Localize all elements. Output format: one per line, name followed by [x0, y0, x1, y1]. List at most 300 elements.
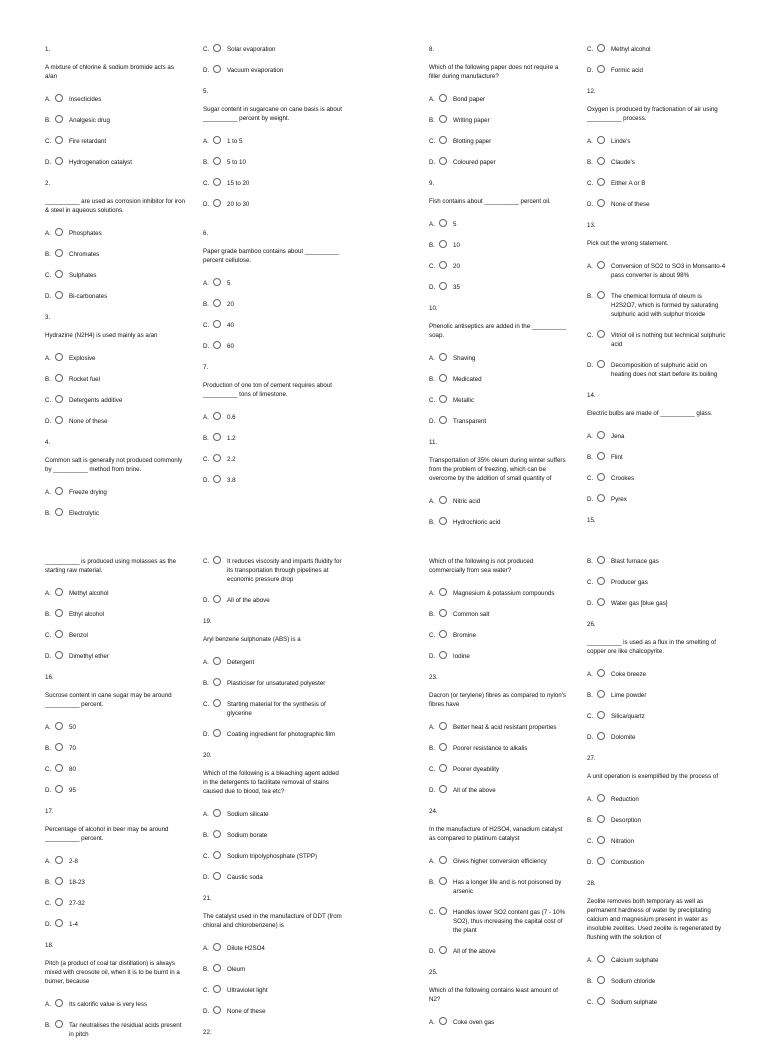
answer-option[interactable] [45, 159, 185, 168]
radio-button-icon[interactable] [213, 278, 221, 286]
question-text: Paper grade bamboo contains about __________ percent cellulose. [203, 247, 340, 264]
answer-option[interactable] [429, 909, 569, 936]
option-letter: D. [203, 873, 210, 881]
answer-option[interactable] [203, 456, 343, 465]
option-text: Tar neutralises the residual acids present in pitch [69, 1021, 182, 1038]
answer-option[interactable] [203, 874, 343, 883]
radio-button-icon[interactable] [597, 157, 605, 165]
question-number: 13. [587, 221, 596, 229]
option-text: 20 to 30 [227, 200, 250, 208]
answer-option[interactable] [203, 945, 343, 954]
answer-option[interactable] [587, 293, 727, 320]
radio-button-icon[interactable] [213, 433, 221, 441]
answer-option[interactable] [203, 301, 343, 310]
option-text: Magnesium & potassium compounds [453, 589, 555, 597]
radio-button-icon[interactable] [597, 836, 605, 844]
answer-option[interactable] [587, 692, 727, 701]
radio-button-icon[interactable] [213, 556, 221, 564]
answer-option[interactable] [203, 966, 343, 975]
radio-button-icon[interactable] [213, 830, 221, 838]
radio-button-icon[interactable] [55, 722, 63, 730]
option-letter: A. [203, 137, 209, 145]
answer-option[interactable] [429, 724, 569, 733]
answer-option[interactable] [45, 858, 185, 867]
radio-button-icon[interactable] [213, 943, 221, 951]
radio-button-icon[interactable] [439, 353, 447, 361]
radio-button-icon[interactable] [439, 907, 447, 915]
answer-option[interactable] [429, 1019, 569, 1028]
radio-button-icon[interactable] [55, 919, 63, 927]
answer-option[interactable] [429, 221, 569, 230]
answer-option[interactable] [45, 879, 185, 888]
answer-option[interactable] [203, 343, 343, 352]
option-text: Either A or B [611, 179, 646, 187]
radio-button-icon[interactable] [213, 454, 221, 462]
answer-option[interactable] [587, 796, 727, 805]
answer-option[interactable] [45, 900, 185, 909]
radio-button-icon[interactable] [55, 856, 63, 864]
radio-button-icon[interactable] [439, 517, 447, 525]
radio-button-icon[interactable] [213, 851, 221, 859]
answer-option[interactable] [429, 766, 569, 775]
radio-button-icon[interactable] [213, 964, 221, 972]
radio-button-icon[interactable] [597, 997, 605, 1005]
radio-button-icon[interactable] [597, 690, 605, 698]
option-text: Metallic [453, 396, 474, 404]
option-text: Sodium sulphate [611, 998, 658, 1006]
radio-button-icon[interactable] [55, 743, 63, 751]
answer-option[interactable] [429, 745, 569, 754]
radio-button-icon[interactable] [55, 898, 63, 906]
option-letter: A. [587, 262, 593, 270]
answer-option[interactable] [429, 632, 569, 641]
option-text: 95 [69, 786, 76, 794]
answer-option[interactable] [429, 96, 569, 105]
radio-button-icon[interactable] [597, 669, 605, 677]
option-text: None of these [611, 200, 650, 208]
answer-option[interactable] [429, 519, 569, 528]
option-letter: C. [429, 137, 436, 145]
question-text: A mixture of chlorine & sodium bromide acts as a/an [45, 63, 174, 80]
option-letter: A. [429, 220, 435, 228]
answer-option[interactable] [587, 734, 727, 743]
answer-option[interactable] [429, 263, 569, 272]
radio-button-icon[interactable] [213, 136, 221, 144]
radio-button-icon[interactable] [439, 496, 447, 504]
answer-option[interactable] [587, 713, 727, 722]
answer-option[interactable] [587, 671, 727, 680]
answer-option[interactable] [429, 787, 569, 796]
radio-button-icon[interactable] [55, 416, 63, 424]
answer-option[interactable] [429, 653, 569, 662]
answer-option[interactable] [429, 418, 569, 427]
option-letter: B. [429, 878, 435, 886]
radio-button-icon[interactable] [597, 65, 605, 73]
option-letter: A. [203, 658, 209, 666]
answer-option[interactable] [45, 376, 185, 385]
answer-option[interactable] [587, 978, 727, 987]
answer-option[interactable] [45, 251, 185, 260]
option-text: Poorer resistance to alkalis [453, 744, 528, 752]
answer-option[interactable] [203, 853, 343, 862]
answer-option[interactable] [587, 475, 727, 484]
answer-option[interactable] [429, 611, 569, 620]
radio-button-icon[interactable] [439, 764, 447, 772]
answer-option[interactable] [45, 230, 185, 239]
option-letter: A. [45, 723, 51, 731]
answer-option[interactable] [45, 724, 185, 733]
answer-option[interactable] [203, 701, 343, 719]
radio-button-icon[interactable] [55, 588, 63, 596]
option-letter: A. [587, 956, 593, 964]
radio-button-icon[interactable] [439, 651, 447, 659]
answer-option[interactable] [45, 766, 185, 775]
radio-button-icon[interactable] [213, 872, 221, 880]
radio-button-icon[interactable] [213, 1006, 221, 1014]
answer-option[interactable] [429, 858, 569, 867]
radio-button-icon[interactable] [55, 270, 63, 278]
radio-button-icon[interactable] [597, 261, 605, 269]
answer-option[interactable] [45, 653, 185, 662]
answer-option[interactable] [587, 46, 727, 55]
answer-option[interactable] [45, 489, 185, 498]
question-text: Dacron (or terylene) fibres as compared to nylon's fibres have [429, 691, 567, 708]
answer-option[interactable] [203, 435, 343, 444]
radio-button-icon[interactable] [597, 291, 605, 299]
radio-button-icon[interactable] [55, 374, 63, 382]
answer-option[interactable] [203, 1008, 343, 1017]
radio-button-icon[interactable] [439, 722, 447, 730]
radio-button-icon[interactable] [439, 877, 447, 885]
radio-button-icon[interactable] [597, 955, 605, 963]
question-number: 14. [587, 391, 596, 399]
radio-button-icon[interactable] [55, 228, 63, 236]
answer-option[interactable] [45, 921, 185, 930]
radio-button-icon[interactable] [213, 657, 221, 665]
option-text: Silica/quartz [611, 712, 645, 720]
answer-option[interactable] [203, 46, 343, 55]
option-letter: C. [587, 578, 594, 586]
answer-option[interactable] [203, 477, 343, 486]
option-letter: D. [45, 652, 52, 660]
option-letter: B. [45, 878, 51, 886]
radio-button-icon[interactable] [439, 94, 447, 102]
option-letter: B. [429, 744, 435, 752]
answer-option[interactable] [587, 138, 727, 147]
answer-option[interactable] [587, 957, 727, 966]
radio-button-icon[interactable] [439, 261, 447, 269]
radio-button-icon[interactable] [439, 856, 447, 864]
question-text: Phenolic antiseptics are added in the __________ soap. [429, 322, 567, 339]
radio-button-icon[interactable] [55, 609, 63, 617]
answer-option[interactable] [45, 1022, 185, 1040]
radio-button-icon[interactable] [439, 374, 447, 382]
radio-button-icon[interactable] [597, 452, 605, 460]
radio-button-icon[interactable] [439, 115, 447, 123]
answer-option[interactable] [45, 1001, 185, 1010]
option-text: Conversion of SO2 to SO3 in Monsanto-4 pass converter is about 98% [611, 262, 726, 279]
answer-option[interactable] [45, 117, 185, 126]
option-text: Explosive [69, 354, 96, 362]
answer-option[interactable] [429, 948, 569, 957]
question-text: Which of the following is a bleaching agent added in the detergents to facilitate removal of stains caused due to blood, tea etc? [203, 769, 339, 795]
question-text: Electric bulbs are made of __________ glass. [587, 409, 713, 417]
radio-button-icon[interactable] [597, 976, 605, 984]
radio-button-icon[interactable] [439, 157, 447, 165]
option-letter: D. [203, 66, 210, 74]
question-text: Which of the following is not produced commercially from sea water? [429, 558, 534, 574]
radio-button-icon[interactable] [213, 699, 221, 707]
question-number: 10. [429, 304, 438, 312]
option-letter: C. [429, 631, 436, 639]
radio-button-icon[interactable] [597, 815, 605, 823]
answer-option[interactable] [45, 397, 185, 406]
radio-button-icon[interactable] [55, 115, 63, 123]
radio-button-icon[interactable] [55, 353, 63, 361]
option-text: Common salt [453, 610, 490, 618]
answer-option[interactable] [587, 838, 727, 847]
answer-option[interactable] [45, 510, 185, 519]
radio-button-icon[interactable] [439, 946, 447, 954]
radio-button-icon[interactable] [439, 785, 447, 793]
option-text: Hydrogenation catalyst [69, 158, 132, 166]
option-text: Sodium chloride [611, 977, 656, 985]
answer-option[interactable] [45, 590, 185, 599]
answer-option[interactable] [429, 879, 569, 897]
radio-button-icon[interactable] [55, 651, 63, 659]
radio-button-icon[interactable] [213, 729, 221, 737]
radio-button-icon[interactable] [213, 412, 221, 420]
radio-button-icon[interactable] [213, 320, 221, 328]
answer-option[interactable] [203, 832, 343, 841]
radio-button-icon[interactable] [439, 609, 447, 617]
answer-option[interactable] [587, 332, 727, 350]
answer-option[interactable] [429, 355, 569, 364]
answer-option[interactable] [429, 498, 569, 507]
answer-option[interactable] [429, 590, 569, 599]
radio-button-icon[interactable] [597, 360, 605, 368]
radio-button-icon[interactable] [213, 809, 221, 817]
option-text: Reduction [611, 795, 639, 803]
option-text: Bi-carbonates [69, 292, 108, 300]
answer-option[interactable] [45, 293, 185, 302]
answer-option[interactable] [45, 138, 185, 147]
radio-button-icon[interactable] [597, 577, 605, 585]
radio-button-icon[interactable] [597, 794, 605, 802]
radio-button-icon[interactable] [597, 711, 605, 719]
option-text: 3.8 [227, 476, 236, 484]
answer-option[interactable] [587, 201, 727, 210]
option-text: 60 [227, 342, 234, 350]
column-4-top [587, 46, 727, 535]
radio-button-icon[interactable] [439, 282, 447, 290]
answer-option[interactable] [587, 180, 727, 189]
radio-button-icon[interactable] [55, 764, 63, 772]
option-text: Blotting paper [453, 137, 492, 145]
radio-button-icon[interactable] [213, 985, 221, 993]
radio-button-icon[interactable] [55, 508, 63, 516]
option-letter: D. [587, 495, 594, 503]
answer-option[interactable] [45, 418, 185, 427]
radio-button-icon[interactable] [55, 785, 63, 793]
answer-option[interactable] [45, 787, 185, 796]
option-text: 40 [227, 321, 234, 329]
radio-button-icon[interactable] [597, 598, 605, 606]
answer-option[interactable] [203, 280, 343, 289]
radio-button-icon[interactable] [55, 136, 63, 144]
radio-button-icon[interactable] [439, 1017, 447, 1025]
option-letter: C. [429, 908, 436, 916]
radio-button-icon[interactable] [213, 595, 221, 603]
answer-option[interactable] [587, 67, 727, 76]
answer-option[interactable] [587, 579, 727, 588]
option-letter: B. [45, 1021, 51, 1029]
option-letter: A. [45, 95, 51, 103]
radio-button-icon[interactable] [55, 487, 63, 495]
radio-button-icon[interactable] [213, 199, 221, 207]
option-letter: B. [429, 610, 435, 618]
answer-option[interactable] [203, 811, 343, 820]
radio-button-icon[interactable] [213, 178, 221, 186]
radio-button-icon[interactable] [55, 630, 63, 638]
column-3-top [429, 46, 569, 540]
answer-option[interactable] [45, 96, 185, 105]
option-letter: B. [587, 816, 593, 824]
answer-option[interactable] [203, 159, 343, 168]
question-number: 3. [45, 313, 51, 321]
option-letter: C. [45, 137, 52, 145]
radio-button-icon[interactable] [55, 877, 63, 885]
question-text: Percentage of alcohol in beer may be around __________ percent. [45, 825, 169, 842]
option-text: Jena [611, 432, 625, 440]
answer-option[interactable] [429, 397, 569, 406]
radio-button-icon[interactable] [597, 732, 605, 740]
answer-option[interactable] [587, 859, 727, 868]
answer-option[interactable] [45, 272, 185, 281]
answer-option[interactable] [587, 433, 727, 442]
question-number: 7. [203, 363, 209, 371]
option-text: Ultraviolet light [227, 986, 268, 994]
radio-button-icon[interactable] [439, 136, 447, 144]
radio-button-icon[interactable] [213, 341, 221, 349]
radio-button-icon[interactable] [55, 249, 63, 257]
answer-option[interactable] [203, 558, 343, 585]
option-text: Vacuum evaporation [227, 66, 284, 74]
answer-option[interactable] [587, 263, 727, 281]
answer-option[interactable] [587, 362, 727, 380]
answer-option[interactable] [429, 376, 569, 385]
option-text: All of the above [227, 596, 270, 604]
question-text: __________ is used as a flux in the smelting of copper ore like chalcopyrite. [587, 638, 716, 655]
answer-option[interactable] [203, 731, 343, 740]
option-letter: B. [45, 509, 51, 517]
answer-option[interactable] [45, 632, 185, 641]
answer-option[interactable] [429, 159, 569, 168]
question-number: 19. [203, 617, 212, 625]
radio-button-icon[interactable] [439, 588, 447, 596]
answer-option[interactable] [203, 180, 343, 189]
radio-button-icon[interactable] [55, 157, 63, 165]
radio-button-icon[interactable] [55, 291, 63, 299]
answer-option[interactable] [203, 322, 343, 331]
option-text: Sulphates [69, 271, 97, 279]
radio-button-icon[interactable] [213, 299, 221, 307]
answer-option[interactable] [203, 201, 343, 210]
answer-option[interactable] [587, 496, 727, 505]
answer-option[interactable] [587, 454, 727, 463]
radio-button-icon[interactable] [55, 395, 63, 403]
answer-option[interactable] [45, 355, 185, 364]
option-letter: C. [45, 631, 52, 639]
answer-option[interactable] [429, 117, 569, 126]
radio-button-icon[interactable] [597, 857, 605, 865]
question-number: 15. [587, 516, 596, 524]
option-letter: B. [587, 691, 593, 699]
answer-option[interactable] [587, 817, 727, 826]
radio-button-icon[interactable] [597, 473, 605, 481]
option-text: Linde's [611, 137, 631, 145]
option-text: 5 [227, 279, 231, 287]
radio-button-icon[interactable] [213, 678, 221, 686]
radio-button-icon[interactable] [55, 999, 63, 1007]
question-text: Which of the following paper does not require a filler during manufacture? [429, 63, 559, 80]
radio-button-icon[interactable] [213, 65, 221, 73]
option-text: Flint [611, 453, 623, 461]
radio-button-icon[interactable] [439, 240, 447, 248]
answer-option[interactable] [429, 138, 569, 147]
radio-button-icon[interactable] [597, 556, 605, 564]
radio-button-icon[interactable] [597, 178, 605, 186]
answer-option[interactable] [203, 414, 343, 423]
column-2-bottom [203, 558, 343, 1047]
answer-option[interactable] [429, 284, 569, 293]
option-letter: D. [203, 342, 210, 350]
radio-button-icon[interactable] [597, 494, 605, 502]
option-text: Rocket fuel [69, 375, 100, 383]
answer-option[interactable] [429, 242, 569, 251]
radio-button-icon[interactable] [597, 431, 605, 439]
radio-button-icon[interactable] [439, 630, 447, 638]
option-letter: A. [203, 279, 209, 287]
radio-button-icon[interactable] [213, 475, 221, 483]
answer-option[interactable] [587, 159, 727, 168]
answer-option[interactable] [587, 558, 727, 567]
radio-button-icon[interactable] [597, 136, 605, 144]
radio-button-icon[interactable] [439, 416, 447, 424]
answer-option[interactable] [203, 67, 343, 76]
radio-button-icon[interactable] [213, 157, 221, 165]
radio-button-icon[interactable] [439, 743, 447, 751]
answer-option[interactable] [587, 999, 727, 1008]
radio-button-icon[interactable] [55, 94, 63, 102]
radio-button-icon[interactable] [597, 330, 605, 338]
answer-option[interactable] [45, 611, 185, 620]
radio-button-icon[interactable] [597, 199, 605, 207]
radio-button-icon[interactable] [439, 395, 447, 403]
option-text: The chemical formula of oleum is H2S2O7, which is formed by saturating sulphuric acid with sulphur trioxide [611, 292, 719, 318]
answer-option[interactable] [203, 659, 343, 668]
answer-option[interactable] [45, 745, 185, 754]
radio-button-icon[interactable] [213, 44, 221, 52]
answer-option[interactable] [203, 138, 343, 147]
answer-option[interactable] [203, 597, 343, 606]
question-number: 22. [203, 1028, 212, 1036]
radio-button-icon[interactable] [597, 44, 605, 52]
answer-option[interactable] [203, 680, 343, 689]
answer-option[interactable] [587, 600, 727, 609]
answer-option[interactable] [203, 987, 343, 996]
radio-button-icon[interactable] [439, 219, 447, 227]
